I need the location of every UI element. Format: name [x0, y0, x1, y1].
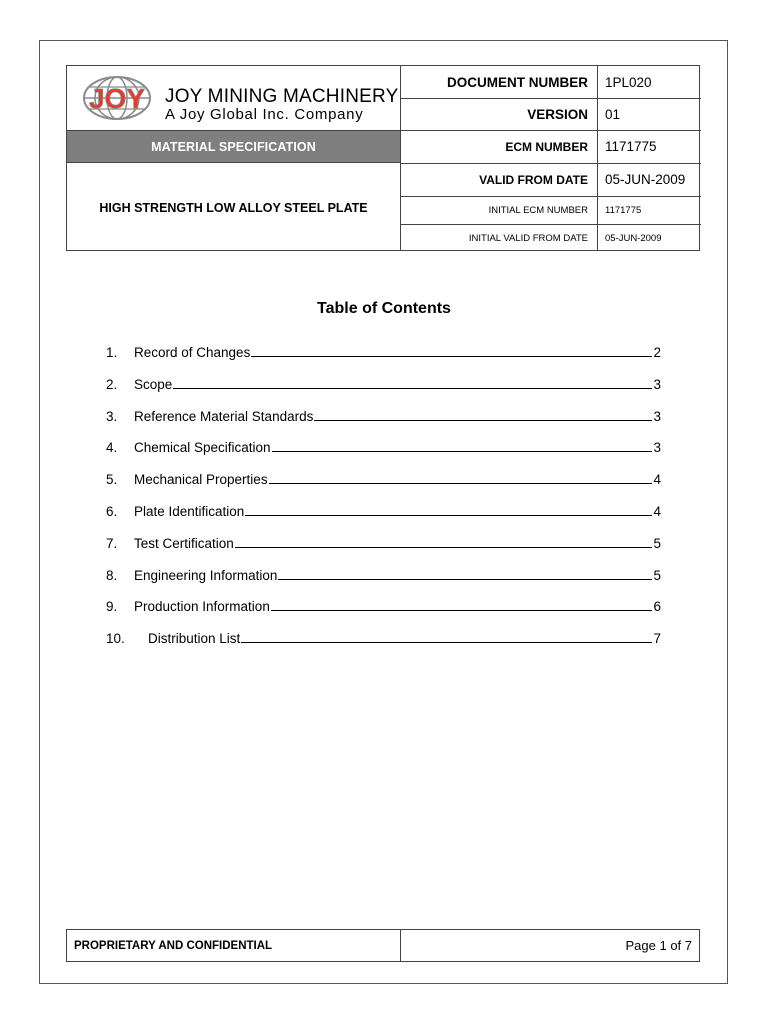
- initial-ecm-number-value: 1171775: [605, 204, 642, 216]
- toc-entry-text: Reference Material Standards: [134, 409, 314, 424]
- toc-entry[interactable]: [106, 626, 661, 646]
- toc-entry-text: Mechanical Properties: [134, 472, 268, 487]
- company-subtitle: A Joy Global Inc. Company: [165, 106, 364, 123]
- toc-entry-page: 5: [653, 536, 661, 551]
- document-title-block: [67, 163, 400, 252]
- toc-entry[interactable]: [106, 563, 661, 583]
- toc-entry-text: Plate Identification: [134, 504, 245, 519]
- toc-entry-page: 3: [653, 409, 661, 424]
- toc-entry-text: Distribution List: [148, 631, 241, 646]
- document-number-label: DOCUMENT NUMBER: [447, 74, 588, 90]
- toc-leader-line: [278, 579, 652, 580]
- company-name: JOY MINING MACHINERY: [165, 86, 399, 107]
- toc-leader-line: [173, 388, 652, 389]
- toc-entry[interactable]: [106, 531, 661, 551]
- initial-valid-from-date-value: 05-JUN-2009: [605, 232, 662, 244]
- toc-entry-page: 2: [653, 345, 661, 360]
- toc-entry-text: Chemical Specification: [134, 440, 271, 455]
- toc-entry-number: 2.: [106, 377, 118, 392]
- toc-entry-number: 8.: [106, 568, 118, 583]
- toc-entry[interactable]: [106, 435, 661, 455]
- toc-leader-line: [235, 547, 652, 548]
- toc-entry-page: 3: [653, 440, 661, 455]
- toc-entry-text: Engineering Information: [134, 568, 278, 583]
- toc-entry-text: Production Information: [134, 599, 270, 614]
- company-logo-block: [67, 66, 400, 130]
- page-number: Page 1 of 7: [625, 938, 692, 953]
- toc-entry-page: 5: [653, 568, 661, 583]
- initial-ecm-number-label: INITIAL ECM NUMBER: [488, 204, 588, 216]
- toc-entry-number: 3.: [106, 409, 118, 424]
- toc-leader-line: [271, 610, 652, 611]
- toc-entry-page: 6: [653, 599, 661, 614]
- toc-leader-line: [314, 420, 652, 421]
- version-label: VERSION: [527, 106, 588, 122]
- toc-leader-line: [241, 642, 652, 643]
- toc-entry-text: Test Certification: [134, 536, 234, 551]
- confidentiality-notice: PROPRIETARY AND CONFIDENTIAL: [74, 939, 273, 952]
- document-type-label: MATERIAL SPECIFICATION: [151, 139, 316, 154]
- valid-from-date-label: VALID FROM DATE: [479, 172, 588, 187]
- version-value: 01: [605, 106, 621, 122]
- toc-leader-line: [245, 515, 652, 516]
- toc-entry-number: 4.: [106, 440, 118, 455]
- joy-logo-icon: [79, 73, 159, 123]
- valid-from-date-value: 05-JUN-2009: [605, 172, 686, 187]
- document-number-value: 1PL020: [605, 74, 652, 90]
- toc-leader-line: [269, 483, 652, 484]
- toc-entry-number: 10.: [106, 631, 125, 646]
- document-header-table: [66, 65, 700, 251]
- toc-entry-page: 4: [653, 504, 661, 519]
- toc-entry-page: 3: [653, 377, 661, 392]
- toc-entry-text: Scope: [134, 377, 173, 392]
- toc-entry-number: 9.: [106, 599, 118, 614]
- page-footer: [66, 929, 700, 962]
- toc-entry[interactable]: [106, 372, 661, 392]
- toc-title: Table of Contents: [317, 300, 451, 317]
- toc-entry-number: 5.: [106, 472, 118, 487]
- toc-entry-number: 7.: [106, 536, 118, 551]
- toc-entry[interactable]: [106, 499, 661, 519]
- toc-entry-text: Record of Changes: [134, 345, 251, 360]
- toc-entry[interactable]: [106, 340, 661, 360]
- document-title: HIGH STRENGTH LOW ALLOY STEEL PLATE: [99, 200, 368, 215]
- logo-text: JOY: [88, 83, 146, 114]
- toc-leader-line: [251, 356, 652, 357]
- toc-entry-number: 1.: [106, 345, 118, 360]
- toc-leader-line: [272, 451, 652, 452]
- document-type-band: [67, 130, 400, 163]
- toc-entry-page: 4: [653, 472, 661, 487]
- toc-entry[interactable]: [106, 594, 661, 614]
- toc-entry-number: 6.: [106, 504, 118, 519]
- ecm-number-label: ECM NUMBER: [505, 139, 588, 154]
- toc-entry[interactable]: [106, 467, 661, 487]
- initial-valid-from-date-label: INITIAL VALID FROM DATE: [468, 232, 588, 244]
- footer-divider: [400, 930, 401, 961]
- toc-entry[interactable]: [106, 404, 661, 424]
- toc-entry-page: 7: [653, 631, 661, 646]
- ecm-number-value: 1171775: [605, 139, 657, 154]
